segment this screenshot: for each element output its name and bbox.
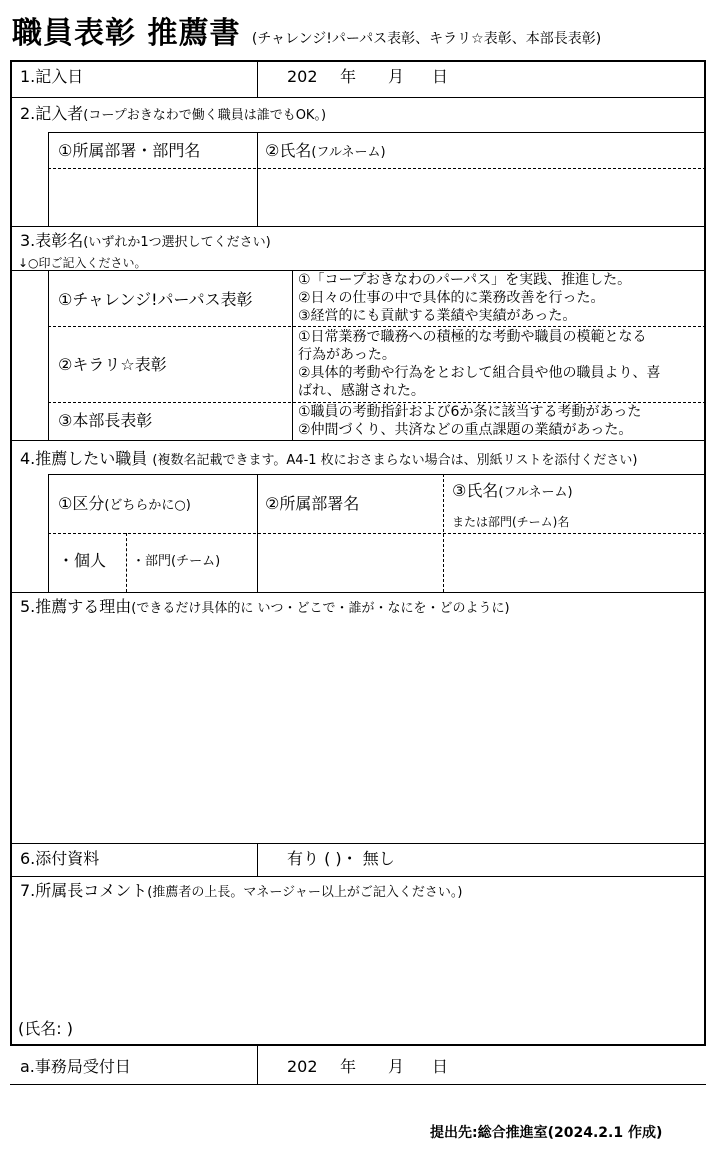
- page-title: [12, 8, 601, 52]
- divider: [48, 402, 706, 403]
- nominee-name-note: (フルネーム): [498, 485, 573, 500]
- divider: [48, 533, 706, 534]
- section7-note: (推薦者の上長。マネージャー以上がご記入ください。): [147, 885, 463, 900]
- award-criteria-line: ③経営的にも貢献する業績や実績があった。: [298, 308, 577, 324]
- reporter-dept-header: ①所属部署・部門名: [58, 141, 201, 160]
- award-name-challenge[interactable]: ①チャレンジ!パーパス表彰: [58, 290, 253, 309]
- title-subtitle: (チャレンジ!パーパス表彰、キラリ☆表彰、本部長表彰): [251, 31, 602, 47]
- section5-label: 5.推薦する理由: [20, 597, 132, 616]
- award-name-kirari[interactable]: ②キラリ☆表彰: [58, 355, 167, 374]
- award-criteria-line: ②仲間づくり、共済などの重点課題の業績があった。: [298, 422, 633, 438]
- divider: [48, 132, 49, 226]
- divider: [10, 270, 706, 271]
- divider: [10, 843, 706, 844]
- divider: [292, 270, 293, 440]
- option-individual[interactable]: ・個人: [58, 551, 107, 570]
- receipt-day-unit: 日: [432, 1057, 449, 1076]
- attachment-options[interactable]: 有り ( )・ 無し: [287, 849, 395, 868]
- section4-heading: [20, 449, 637, 471]
- divider: [48, 474, 706, 475]
- nominee-dept-header: ②所属部署名: [265, 494, 360, 513]
- category-label: ①区分: [58, 494, 105, 513]
- award-criteria-line: ばれ、感謝された。: [298, 383, 425, 399]
- section6-label: 6.添付資料: [20, 849, 100, 868]
- award-criteria-line: ①職員の考動指針および6か条に該当する考動があった: [298, 404, 642, 420]
- divider: [10, 440, 706, 441]
- submission-footer: 提出先:総合推進室(2024.2.1 作成): [430, 1125, 663, 1141]
- reporter-name-header: [265, 141, 386, 163]
- section4-note: (複数名記載できます。A4-1 枚におさまらない場合は、別紙リストを添付ください): [152, 453, 638, 468]
- reporter-name-note: (フルネーム): [311, 145, 386, 160]
- divider: [10, 592, 706, 593]
- divider: [10, 226, 706, 227]
- category-note: (どちらかに○): [104, 498, 191, 513]
- receipt-year-unit: 年: [340, 1057, 357, 1076]
- nominee-name-label: ③氏名: [452, 481, 499, 500]
- divider: [48, 270, 49, 440]
- date-year-unit: 年: [340, 67, 357, 86]
- divider: [48, 132, 706, 133]
- award-criteria-line: ①「コープおきなわのパーパス」を実践、推進した。: [298, 272, 632, 288]
- section7-label: 7.所属長コメント: [20, 881, 148, 900]
- divider: [10, 1084, 706, 1085]
- section3-label: 3.表彰名: [20, 231, 84, 250]
- award-criteria-line: 行為があった。: [298, 347, 396, 363]
- divider: [257, 843, 258, 876]
- divider: [257, 132, 258, 226]
- receipt-month-unit: 月: [388, 1057, 405, 1076]
- section3-heading: [20, 231, 271, 253]
- section5-note: (できるだけ具体的に いつ・どこで・誰が・なにを・どのように): [131, 601, 510, 616]
- award-criteria-line: ②日々の仕事の中で具体的に業務改善を行った。: [298, 290, 605, 306]
- divider: [10, 876, 706, 877]
- divider: [257, 1046, 258, 1084]
- receipt-year-prefix[interactable]: 202: [287, 1057, 318, 1076]
- section7-heading: [20, 881, 462, 903]
- section2-note: (コープおきなわで働く職員は誰でもOK。): [83, 108, 327, 123]
- divider: [48, 326, 706, 327]
- title-main: 職員表彰 推薦書: [12, 16, 241, 51]
- date-year-prefix[interactable]: 202: [287, 67, 318, 86]
- section1-label: 1.記入日: [20, 67, 84, 86]
- section-a-label: a.事務局受付日: [20, 1057, 131, 1076]
- section2-label: 2.記入者: [20, 104, 84, 123]
- divider: [10, 97, 706, 98]
- section4-label: 4.推薦したい職員: [20, 449, 148, 468]
- divider: [126, 533, 127, 592]
- award-name-honbucho[interactable]: ③本部長表彰: [58, 411, 153, 430]
- nominee-name-alt: または部門(チーム)名: [452, 515, 570, 529]
- section5-heading: [20, 597, 510, 619]
- reporter-name-label: ②氏名: [265, 141, 312, 160]
- section3-note: (いずれか1つ選択してください): [83, 235, 271, 250]
- date-month-unit: 月: [388, 67, 405, 86]
- date-day-unit: 日: [432, 67, 449, 86]
- category-header: [58, 494, 191, 516]
- section2-heading: [20, 104, 326, 126]
- divider: [48, 168, 706, 169]
- award-criteria-line: ②具体的考動や行為をとおして組合員や他の職員より、喜: [298, 365, 661, 381]
- manager-name-field[interactable]: (氏名: ): [18, 1019, 73, 1038]
- option-department[interactable]: ・部門(チーム): [132, 554, 221, 569]
- nominee-name-header: [452, 481, 573, 503]
- award-criteria-line: ①日常業務で職務への積極的な考動や職員の模範となる: [298, 329, 647, 345]
- section3-instruction: ↓○印ご記入ください。: [18, 256, 147, 270]
- divider: [257, 60, 258, 97]
